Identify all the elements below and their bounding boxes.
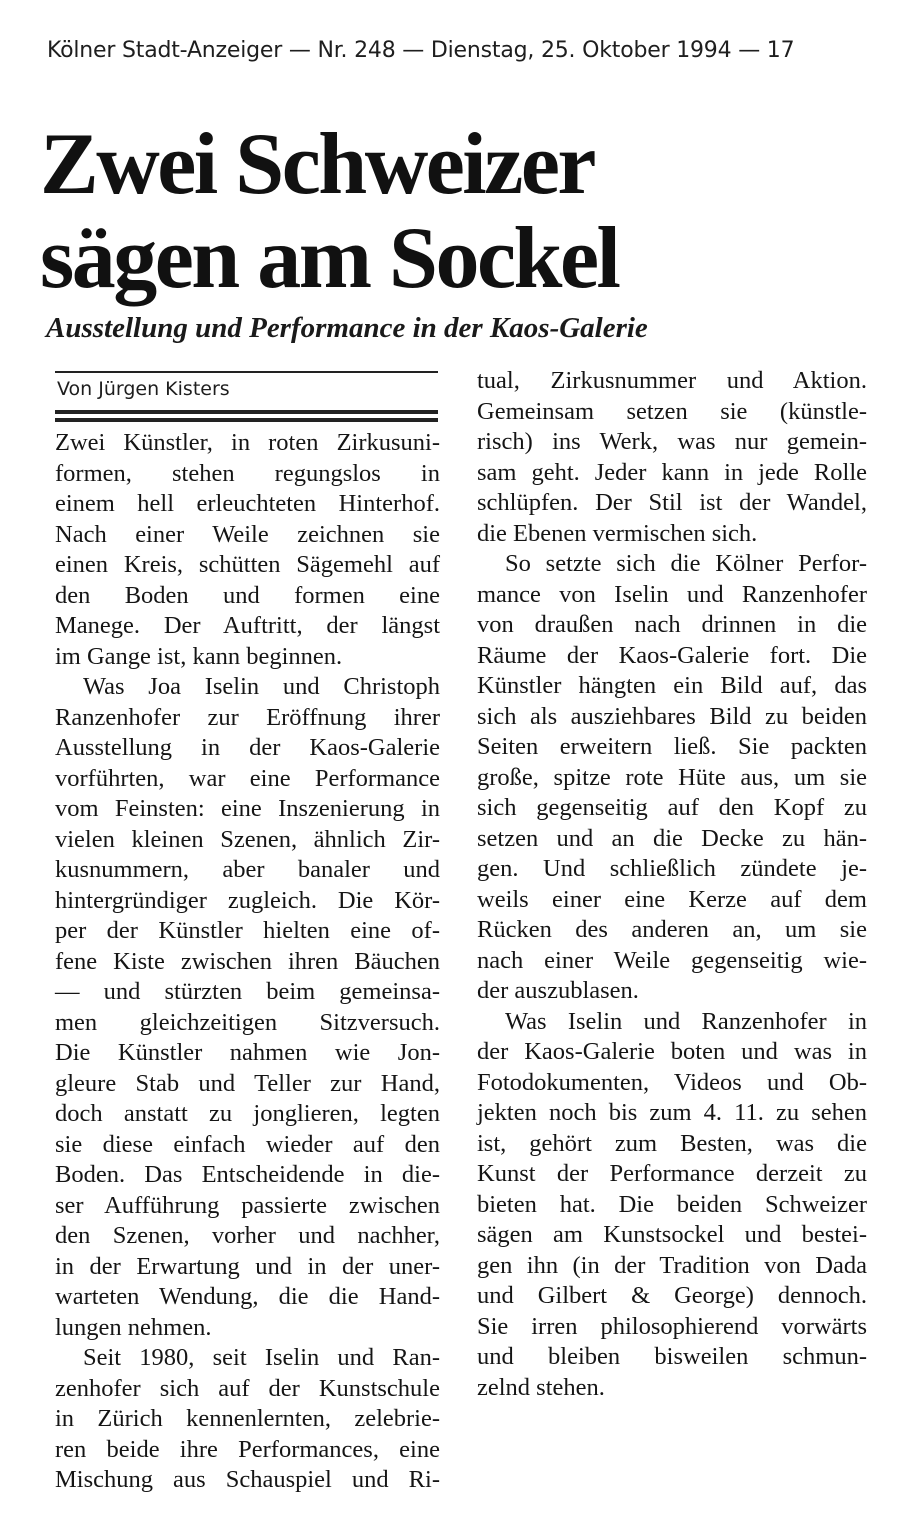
article-line: men gleichzeitigen Sitzversuch.: [55, 1008, 440, 1036]
article-line: tual, Zirkusnummer und Aktion.: [477, 367, 867, 394]
article-line: Kunst der Performance derzeit zu: [477, 1160, 867, 1187]
byline-rule-top: [55, 371, 438, 373]
article-line: kusnummern, aber banaler und: [55, 856, 440, 883]
article-line: zenhofer sich auf der Kunstschule: [55, 1374, 440, 1402]
article-line: Rücken des anderen an, um sie: [477, 916, 867, 943]
article-line: So setzte sich die Kölner Perfor-: [505, 550, 867, 577]
byline: Von Jürgen Kisters: [57, 378, 230, 400]
article-line: große, spitze rote Hüte aus, um sie: [477, 763, 867, 791]
newspaper-header: Kölner Stadt-Anzeiger — Nr. 248 — Dienstag, 25. Oktober 1994 — 17: [47, 38, 795, 63]
article-line: sich als ausziehbares Bild zu beiden: [477, 702, 867, 730]
article-line: die Ebenen vermischen sich.: [477, 519, 758, 547]
article-line: weils einer eine Kerze auf dem: [477, 885, 867, 913]
article-line: vielen kleinen Szenen, ähnlich Zir-: [55, 825, 440, 853]
article-line: formen, stehen regungslos in: [55, 459, 440, 487]
article-line: Mischung aus Schauspiel und Ri-: [55, 1466, 440, 1493]
article-line: sich gegenseitig auf den Kopf zu: [477, 794, 867, 821]
article-line: gleure Stab und Teller zur Hand,: [55, 1069, 440, 1097]
article-line: jekten noch bis zum 4. 11. zu sehen: [477, 1099, 867, 1126]
article-line: Gemeinsam setzen sie (künstle-: [477, 397, 867, 425]
article-line: nach einer Weile gegenseitig wie-: [477, 946, 867, 974]
article-line: Räume der Kaos-Galerie fort. Die: [477, 641, 867, 669]
article-line: hintergründiger zugleich. Die Kör-: [55, 886, 440, 914]
article-line: risch) ins Werk, was nur gemein-: [477, 428, 867, 455]
article-line: vorführten, war eine Performance: [55, 764, 440, 792]
article-line: ser Aufführung passierte zwischen: [55, 1191, 440, 1219]
article-line: in der Erwartung und in der uner-: [55, 1252, 440, 1280]
headline-line-2: sägen am Sockel: [40, 210, 619, 307]
subheadline: Ausstellung und Performance in der Kaos-Galerie: [46, 312, 648, 344]
article-line: per der Künstler hielten eine of-: [55, 917, 440, 944]
article-line: und Gilbert & George) dennoch.: [477, 1282, 867, 1309]
article-line: mance von Iselin und Ranzenhofer: [477, 580, 867, 608]
article-line: Was Joa Iselin und Christoph: [83, 673, 440, 700]
article-line: sie diese einfach wieder auf den: [55, 1130, 440, 1158]
article-line: bieten hat. Die beiden Schweizer: [477, 1190, 867, 1218]
article-line: setzen und an die Decke zu hän-: [477, 824, 867, 852]
article-line: Künstler hängten ein Bild auf, das: [477, 672, 867, 699]
article-line: im Gange ist, kann beginnen.: [55, 642, 343, 670]
article-line: — und stürzten beim gemeinsa-: [55, 978, 440, 1005]
article-line: einen Kreis, schütten Sägemehl auf: [55, 551, 440, 578]
article-line: vom Feinsten: eine Inszenierung in: [55, 795, 440, 822]
article-line: Seit 1980, seit Iselin und Ran-: [83, 1344, 440, 1371]
article-line: von draußen nach drinnen in die: [477, 611, 867, 638]
article-line: schlüpfen. Der Stil ist der Wandel,: [477, 489, 867, 516]
article-line: Seiten erweitern ließ. Sie packten: [477, 733, 867, 760]
article-line: fene Kiste zwischen ihren Bäuchen: [55, 947, 440, 975]
article-line: Ranzenhofer zur Eröffnung ihrer: [55, 703, 440, 731]
headline-line-1: Zwei Schweizer: [40, 116, 594, 213]
article-line: sam geht. Jeder kann in jede Rolle: [477, 458, 867, 486]
article-line: zelnd stehen.: [477, 1373, 605, 1401]
article-line: Ausstellung in der Kaos-Galerie: [55, 734, 440, 761]
article-line: Die Künstler nahmen wie Jon-: [55, 1039, 440, 1066]
byline-rule-double: [55, 410, 438, 422]
article-line: einem hell erleuchteten Hinterhof.: [55, 490, 440, 517]
article-column-left: [55, 428, 440, 1496]
article-column-right: [477, 366, 867, 1403]
article-line: sägen am Kunstsockel und bestei-: [477, 1221, 867, 1248]
article-line: Boden. Das Entscheidende in die-: [55, 1161, 440, 1188]
article-line: warteten Wendung, die die Hand-: [55, 1283, 440, 1310]
article-line: Nach einer Weile zeichnen sie: [55, 520, 440, 548]
article-line: Zwei Künstler, in roten Zirkusuni-: [55, 429, 440, 456]
article-line: Sie irren philosophierend vorwärts: [477, 1312, 867, 1340]
article-line: lungen nehmen.: [55, 1313, 212, 1341]
article-line: gen. Und schließlich zündete je-: [477, 855, 867, 882]
article-line: Manege. Der Auftritt, der längst: [55, 612, 440, 639]
article-line: den Szenen, vorher und nachher,: [55, 1222, 440, 1249]
article-line: Fotodokumenten, Videos und Ob-: [477, 1068, 867, 1096]
article-line: ist, gehört zum Besten, was die: [477, 1129, 867, 1157]
article-line: gen ihn (in der Tradition von Dada: [477, 1251, 867, 1279]
headline: [40, 118, 700, 306]
article-line: den Boden und formen eine: [55, 581, 440, 609]
article-line: der auszublasen.: [477, 977, 639, 1004]
article-line: der Kaos-Galerie boten und was in: [477, 1038, 867, 1065]
article-line: in Zürich kennenlernten, zelebrie-: [55, 1405, 440, 1432]
article-line: ren beide ihre Performances, eine: [55, 1435, 440, 1463]
article-line: doch anstatt zu jonglieren, legten: [55, 1100, 440, 1127]
article-line: Was Iselin und Ranzenhofer in: [505, 1007, 867, 1035]
article-line: und bleiben bisweilen schmun-: [477, 1343, 867, 1370]
